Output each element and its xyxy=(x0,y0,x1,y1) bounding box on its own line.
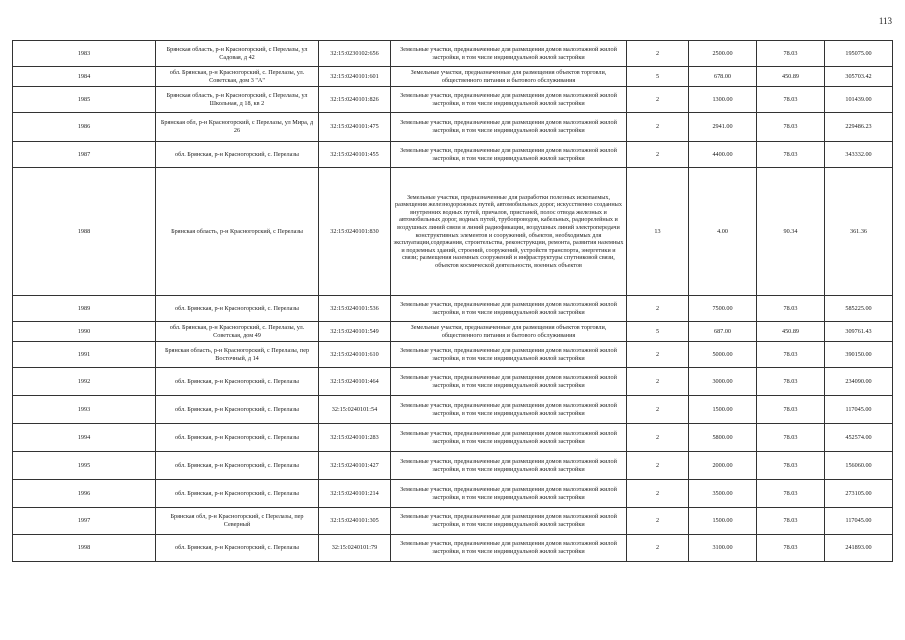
table-row xyxy=(13,168,893,296)
land-use-cell: Земельные участки, предназначенные для размещения домов малоэтажной жилой застройки, в том числе индивидуальной жилой застройки xyxy=(391,342,627,368)
row-number: 1988 xyxy=(13,168,156,296)
address-cell: Брянская обл, р-н Красногорский, с Перелазы, пер Северный xyxy=(156,508,319,535)
cadastral-value-cell: 117045.00 xyxy=(825,508,893,535)
row-number: 1993 xyxy=(13,396,156,424)
specific-value-cell: 78.03 xyxy=(757,142,825,168)
area-cell: 2500.00 xyxy=(689,41,757,67)
address-cell: обл. Брянская, р-н Красногорский, с. Перелазы xyxy=(156,480,319,508)
table-row xyxy=(13,480,893,508)
row-number: 1992 xyxy=(13,368,156,396)
cadastral-value-cell: 101439.00 xyxy=(825,87,893,113)
cadastral-number-cell: 32:15:0230102:656 xyxy=(319,41,391,67)
cadastral-number-cell: 32:15:0240101:475 xyxy=(319,113,391,142)
table-row xyxy=(13,296,893,322)
address-cell: Брянская область, р-н Красногорский, с Перелазы, ул Школьная, д 18, кв 2 xyxy=(156,87,319,113)
row-number: 1991 xyxy=(13,342,156,368)
cadastral-value-cell: 229486.23 xyxy=(825,113,893,142)
address-cell: Брянская область, р-н Красногорский, с Перелазы, ул Садовая, д 42 xyxy=(156,41,319,67)
row-number: 1994 xyxy=(13,424,156,452)
address-cell: обл. Брянская, р-н Красногорский, с. Перелазы, ул. Советская, дом 3 "А" xyxy=(156,67,319,87)
cadastral-value-cell: 156060.00 xyxy=(825,452,893,480)
table-row xyxy=(13,142,893,168)
table-row xyxy=(13,368,893,396)
row-number: 1995 xyxy=(13,452,156,480)
row-number: 1986 xyxy=(13,113,156,142)
group-cell: 5 xyxy=(627,322,689,342)
address-cell: обл. Брянская, р-н Красногорский, с. Перелазы xyxy=(156,296,319,322)
cadastral-value-cell: 343332.00 xyxy=(825,142,893,168)
cadastral-number-cell: 32:15:0240101:464 xyxy=(319,368,391,396)
land-use-cell: Земельные участки, предназначенные для размещения домов малоэтажной жилой застройки, в том числе индивидуальной жилой застройки xyxy=(391,535,627,562)
specific-value-cell: 78.03 xyxy=(757,296,825,322)
land-use-cell: Земельные участки, предназначенные для размещения домов малоэтажной жилой застройки, в том числе индивидуальной жилой застройки xyxy=(391,142,627,168)
address-cell: обл. Брянская, р-н Красногорский, с. Перелазы xyxy=(156,396,319,424)
specific-value-cell: 90.34 xyxy=(757,168,825,296)
cadastral-value-cell: 390150.00 xyxy=(825,342,893,368)
cadastral-value-cell: 234090.00 xyxy=(825,368,893,396)
specific-value-cell: 78.03 xyxy=(757,452,825,480)
specific-value-cell: 78.03 xyxy=(757,368,825,396)
cadastral-value-cell: 309761.43 xyxy=(825,322,893,342)
land-use-cell: Земельные участки, предназначенные для размещения домов малоэтажной жилой застройки, в том числе индивидуальной жилой застройки xyxy=(391,41,627,67)
specific-value-cell: 78.03 xyxy=(757,535,825,562)
address-cell: обл. Брянская, р-н Красногорский, с. Перелазы xyxy=(156,452,319,480)
table-row xyxy=(13,424,893,452)
land-use-cell: Земельные участки, предназначенные для размещения объектов торговли, общественного питания и бытового обслуживания xyxy=(391,67,627,87)
address-cell: обл. Брянская, р-н Красногорский, с. Перелазы, ул. Советская, дом 49 xyxy=(156,322,319,342)
area-cell: 678.00 xyxy=(689,67,757,87)
address-cell: обл. Брянская, р-н Красногорский, с. Перелазы xyxy=(156,535,319,562)
table-row xyxy=(13,342,893,368)
row-number: 1984 xyxy=(13,67,156,87)
area-cell: 687.00 xyxy=(689,322,757,342)
group-cell: 2 xyxy=(627,535,689,562)
table-row xyxy=(13,535,893,562)
cadastral-value-cell: 273105.00 xyxy=(825,480,893,508)
cadastral-value-cell: 361.36 xyxy=(825,168,893,296)
cadastral-number-cell: 32:15:0240101:610 xyxy=(319,342,391,368)
specific-value-cell: 78.03 xyxy=(757,113,825,142)
cadastral-number-cell: 32:15:0240101:826 xyxy=(319,87,391,113)
group-cell: 2 xyxy=(627,396,689,424)
group-cell: 2 xyxy=(627,142,689,168)
group-cell: 2 xyxy=(627,480,689,508)
land-use-cell: Земельные участки, предназначенные для размещения домов малоэтажной жилой застройки, в том числе индивидуальной жилой застройки xyxy=(391,87,627,113)
address-cell: обл. Брянская, р-н Красногорский, с. Перелазы xyxy=(156,424,319,452)
cadastral-value-table xyxy=(12,40,893,562)
address-cell: Брянская область, р-н Красногорский, с Перелазы xyxy=(156,168,319,296)
land-use-cell: Земельные участки, предназначенные для размещения домов малоэтажной жилой застройки, в том числе индивидуальной жилой застройки xyxy=(391,396,627,424)
group-cell: 2 xyxy=(627,87,689,113)
area-cell: 1300.00 xyxy=(689,87,757,113)
area-cell: 5800.00 xyxy=(689,424,757,452)
cadastral-number-cell: 32:15:0240101:54 xyxy=(319,396,391,424)
land-use-cell: Земельные участки, предназначенные для размещения домов малоэтажной жилой застройки, в том числе индивидуальной жилой застройки xyxy=(391,424,627,452)
cadastral-number-cell: 32:15:0240101:283 xyxy=(319,424,391,452)
row-number: 1989 xyxy=(13,296,156,322)
group-cell: 5 xyxy=(627,67,689,87)
area-cell: 1500.00 xyxy=(689,396,757,424)
cadastral-value-cell: 305703.42 xyxy=(825,67,893,87)
land-use-cell: Земельные участки, предназначенные для размещения домов малоэтажной жилой застройки, в том числе индивидуальной жилой застройки xyxy=(391,480,627,508)
cadastral-value-cell: 117045.00 xyxy=(825,396,893,424)
row-number: 1985 xyxy=(13,87,156,113)
page-number: 113 xyxy=(878,16,892,26)
area-cell: 1500.00 xyxy=(689,508,757,535)
row-number: 1987 xyxy=(13,142,156,168)
cadastral-value-cell: 585225.00 xyxy=(825,296,893,322)
land-use-cell: Земельные участки, предназначенные для размещения домов малоэтажной жилой застройки, в том числе индивидуальной жилой застройки xyxy=(391,296,627,322)
area-cell: 2000.00 xyxy=(689,452,757,480)
table-row xyxy=(13,508,893,535)
cadastral-number-cell: 32:15:0240101:214 xyxy=(319,480,391,508)
cadastral-value-cell: 195075.00 xyxy=(825,41,893,67)
row-number: 1998 xyxy=(13,535,156,562)
cadastral-number-cell: 32:15:0240101:305 xyxy=(319,508,391,535)
table-row xyxy=(13,396,893,424)
table-row xyxy=(13,452,893,480)
cadastral-value-cell: 452574.00 xyxy=(825,424,893,452)
cadastral-value-cell: 241893.00 xyxy=(825,535,893,562)
cadastral-number-cell: 32:15:0240101:427 xyxy=(319,452,391,480)
row-number: 1983 xyxy=(13,41,156,67)
specific-value-cell: 450.89 xyxy=(757,322,825,342)
specific-value-cell: 78.03 xyxy=(757,424,825,452)
address-cell: Брянская обл, р-н Красногорский, с Перелазы, ул Мира, д 26 xyxy=(156,113,319,142)
area-cell: 5000.00 xyxy=(689,342,757,368)
group-cell: 2 xyxy=(627,296,689,322)
row-number: 1990 xyxy=(13,322,156,342)
land-use-cell: Земельные участки, предназначенные для размещения объектов торговли, общественного питания и бытового обслуживания xyxy=(391,322,627,342)
area-cell: 3100.00 xyxy=(689,535,757,562)
area-cell: 4.00 xyxy=(689,168,757,296)
area-cell: 3500.00 xyxy=(689,480,757,508)
group-cell: 2 xyxy=(627,424,689,452)
land-use-cell: Земельные участки, предназначенные для размещения домов малоэтажной жилой застройки, в том числе индивидуальной жилой застройки xyxy=(391,113,627,142)
area-cell: 7500.00 xyxy=(689,296,757,322)
area-cell: 2941.00 xyxy=(689,113,757,142)
table-row xyxy=(13,41,893,67)
land-use-cell: Земельные участки, предназначенные для размещения домов малоэтажной жилой застройки, в том числе индивидуальной жилой застройки xyxy=(391,368,627,396)
cadastral-number-cell: 32:15:0240101:536 xyxy=(319,296,391,322)
group-cell: 2 xyxy=(627,41,689,67)
specific-value-cell: 78.03 xyxy=(757,508,825,535)
row-number: 1997 xyxy=(13,508,156,535)
table-row xyxy=(13,67,893,87)
cadastral-number-cell: 32:15:0240101:79 xyxy=(319,535,391,562)
land-use-cell: Земельные участки, предназначенные для разработки полезных ископаемых, размещения железнодорожных путей, автомобильных дорог, искусственно созданных внутренних водных путей, причалов, пристаней, полос отвода железных и автомобильных дорог, водных путей, трубопроводов, кабельных, радиорелейных и воздушных линий связи и линий радиофикации, воздушных линий электропередачи конструктивных элементов и сооружений, объектов, необходимых для эксплуатации,содержания, строительства, реконструкции, ремонта, развития наземных и подземных зданий, строений, сооружений, устройств транспорта, энергетики и связи; размещения наземных сооружений и инфраструктуры спутниковой связи, объектов космической деятельности, военных объектов xyxy=(391,168,627,296)
cadastral-number-cell: 32:15:0240101:830 xyxy=(319,168,391,296)
specific-value-cell: 78.03 xyxy=(757,41,825,67)
address-cell: Брянская область, р-н Красногорский, с Перелазы, пер Восточный, д 14 xyxy=(156,342,319,368)
cadastral-number-cell: 32:15:0240101:455 xyxy=(319,142,391,168)
table-row xyxy=(13,87,893,113)
group-cell: 2 xyxy=(627,113,689,142)
table-row xyxy=(13,113,893,142)
group-cell: 2 xyxy=(627,508,689,535)
land-use-cell: Земельные участки, предназначенные для размещения домов малоэтажной жилой застройки, в том числе индивидуальной жилой застройки xyxy=(391,452,627,480)
specific-value-cell: 78.03 xyxy=(757,342,825,368)
area-cell: 4400.00 xyxy=(689,142,757,168)
group-cell: 2 xyxy=(627,368,689,396)
specific-value-cell: 450.89 xyxy=(757,67,825,87)
group-cell: 2 xyxy=(627,342,689,368)
specific-value-cell: 78.03 xyxy=(757,480,825,508)
cadastral-number-cell: 32:15:0240101:601 xyxy=(319,67,391,87)
group-cell: 2 xyxy=(627,452,689,480)
land-use-cell: Земельные участки, предназначенные для размещения домов малоэтажной жилой застройки, в том числе индивидуальной жилой застройки xyxy=(391,508,627,535)
address-cell: обл. Брянская, р-н Красногорский, с. Перелазы xyxy=(156,368,319,396)
specific-value-cell: 78.03 xyxy=(757,396,825,424)
cadastral-number-cell: 32:15:0240101:549 xyxy=(319,322,391,342)
table-row xyxy=(13,322,893,342)
specific-value-cell: 78.03 xyxy=(757,87,825,113)
area-cell: 3000.00 xyxy=(689,368,757,396)
group-cell: 13 xyxy=(627,168,689,296)
address-cell: обл. Брянская, р-н Красногорский, с. Перелазы xyxy=(156,142,319,168)
row-number: 1996 xyxy=(13,480,156,508)
